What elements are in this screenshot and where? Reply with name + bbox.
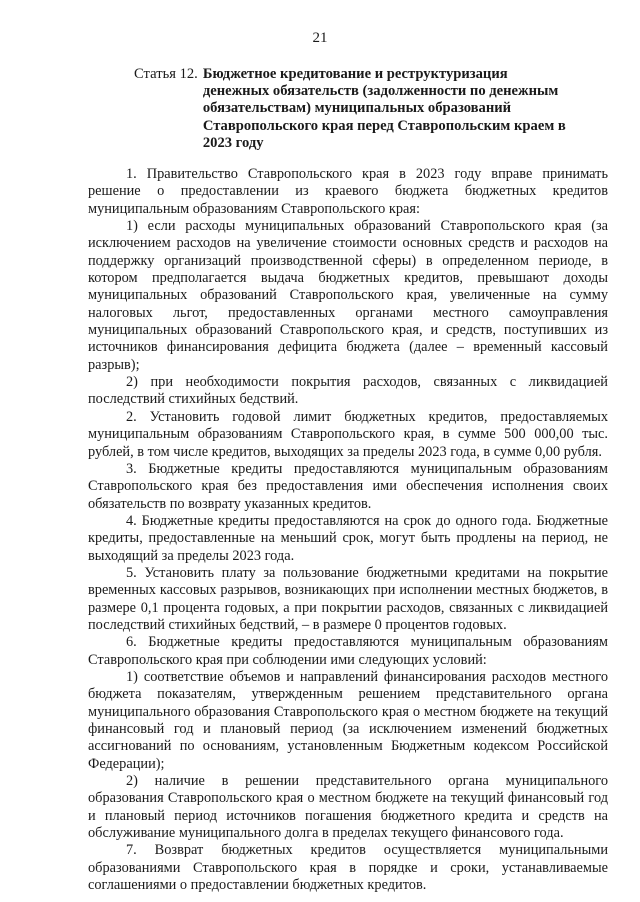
paragraph-7: 7. Возврат бюджетных кредитов осуществляется муниципальными образованиями Ставропольского края в порядке и сроки, устанавливаемые соглашениями о предоставлении бюджетных кредитов.	[88, 842, 608, 894]
paragraph-6-sub-1: 1) соответствие объемов и направлений финансирования расходов местного бюджета показателям, утвержденным решением представительного органа муниципального образования Ставропольского края о местном бюджете на текущий финансовый год и плановый период (за исключением изменений бюджетных ассигнований по основаниям, установленным Бюджетным кодексом Российской Федерации);	[88, 668, 608, 772]
paragraph-6-sub-2: 2) наличие в решении представительного органа муниципального образования Ставропольского края о местном бюджете на текущий финансовый год и плановый период источников погашения бюджетного кредита и средств на обслуживание муниципального долга в пределах текущего финансового года.	[88, 773, 608, 842]
paragraph-2: 2. Установить годовой лимит бюджетных кредитов, предоставляемых муниципальным образованиям Ставропольского края, в сумме 500 000,00 тыс. рублей, в том числе кредитов, выходящих за пределы 2023 года, в сумме 0,00 рубля.	[88, 408, 608, 460]
article-heading	[134, 66, 574, 152]
paragraph-5: 5. Установить плату за пользование бюджетными кредитами на покрытие временных кассовых разрывов, возникающих при исполнении местных бюджетов, в размере 0,1 процента годовых, а при покрытии расходов, связанных с ликвидацией последствий стихийных бедствий, – в размере 0 процентов годовых.	[88, 564, 608, 633]
page-number: 21	[312, 30, 328, 46]
paragraph-6: 6. Бюджетные кредиты предоставляются муниципальным образованиям Ставропольского края при соблюдении ими следующих условий:	[88, 634, 608, 668]
article-body	[88, 166, 608, 894]
article-label: Статья 12.	[134, 66, 198, 82]
article-title: Бюджетное кредитование и реструктуризация денежных обязательств (задолженности по денежным обязательствам) муниципальных образований Ставропольского края перед Ставропольским краем в 2023 году	[202, 66, 566, 151]
paragraph-1-sub-1: 1) если расходы муниципальных образований Ставропольского края (за исключением расходов на увеличение стоимости основных средств и расходов на поддержку организаций производственной сферы) в определенном периоде, в котором предполагается выдача бюджетных кредитов, превышают доходы муниципальных образований Ставропольского края, увеличенные на сумму налоговых льгот, предоставленных органами местного самоуправления муниципальных образований Ставропольского края, и средств, поступивших из источников финансирования дефицита бюджета (далее – временный кассовый разрыв);	[88, 218, 608, 373]
paragraph-1: 1. Правительство Ставропольского края в 2023 году вправе принимать решение о предоставлении из краевого бюджета бюджетных кредитов муниципальным образованиям Ставропольского края:	[88, 166, 608, 217]
paragraph-3: 3. Бюджетные кредиты предоставляются муниципальным образованиям Ставропольского края без предоставления ими обеспечения исполнения своих обязательств по возврату указанных кредитов.	[88, 460, 608, 512]
paragraph-4: 4. Бюджетные кредиты предоставляются на срок до одного года. Бюджетные кредиты, предоставленные на меньший срок, могут быть продлены на период, не выходящий за пределы 2023 года.	[88, 512, 608, 564]
paragraph-1-sub-2: 2) при необходимости покрытия расходов, связанных с ликвидацией последствий стихийных бедствий.	[88, 374, 608, 408]
